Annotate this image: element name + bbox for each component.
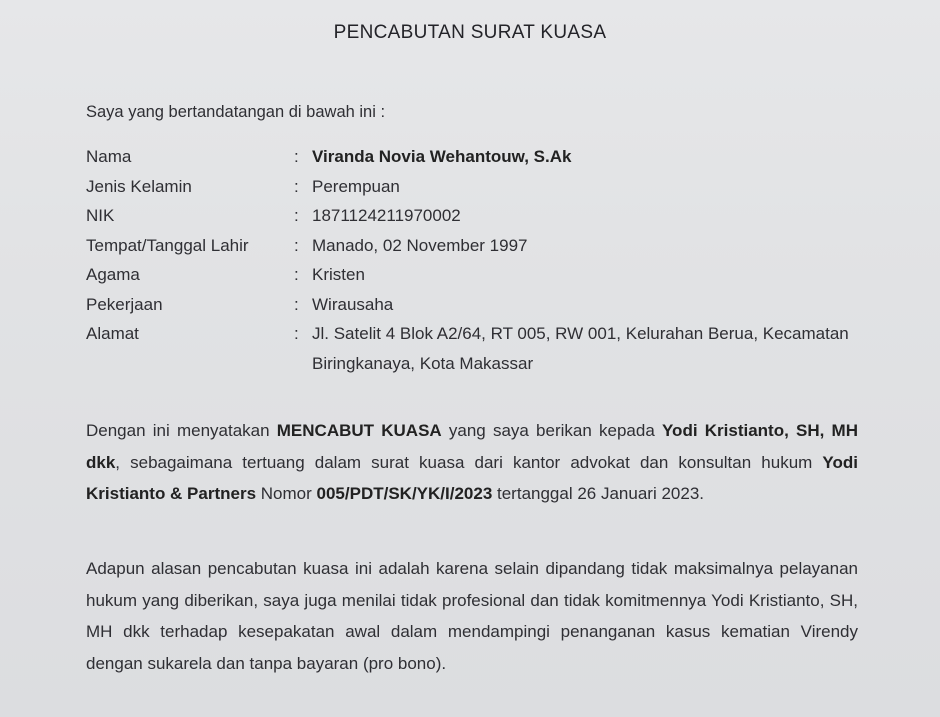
field-value: Viranda Novia Wehantouw, S.Ak — [312, 147, 572, 166]
paragraph-bold-text: MENCABUT KUASA — [276, 421, 442, 440]
paragraph-bold-text: Yodi Kristianto & Partners — [86, 452, 858, 503]
field-colon: : — [294, 324, 299, 343]
field-label: Jenis Kelamin — [86, 176, 192, 196]
paragraph-text: yang saya berikan kepada — [441, 421, 662, 440]
paragraph-text: Nomor — [256, 484, 317, 503]
field-nik — [86, 201, 886, 231]
paragraph-statement — [86, 415, 858, 510]
field-value: Kristen — [312, 265, 365, 284]
field-label: Nama — [86, 147, 132, 166]
field-nama — [86, 142, 886, 172]
field-colon: : — [294, 235, 299, 255]
field-label: Agama — [86, 265, 140, 284]
field-jenis-kelamin — [86, 172, 886, 202]
field-value: Perempuan — [312, 176, 400, 196]
field-value: Manado, 02 November 1997 — [312, 235, 528, 255]
field-label: Tempat/Tanggal Lahir — [86, 235, 249, 255]
paragraph-text: , sebagaimana tertuang dalam surat kuasa dari kantor advokat dan konsultan hukum — [115, 452, 823, 472]
paragraph-reason: Adapun alasan pencabutan kuasa ini adalah karena selain dipandang tidak maksimalnya pelayanan hukum yang diberikan, saya juga menilai tidak profesional dan tidak komitmennya Yodi Kristianto, SH, MH dkk terhadap kesepakatan awal dalam mendampingi penanganan kasus kematian Virendy dengan sukarela dan tanpa bayaran (pro bono). — [86, 559, 858, 673]
field-value: Jl. Satelit 4 Blok A2/64, RT 005, RW 001, Kelurahan Berua, Kecamatan Biringkanaya, Kota Makassar — [312, 324, 849, 373]
field-label: Pekerjaan — [86, 294, 163, 314]
paragraph-bold-text: Yodi Kristianto, SH, MH dkk — [86, 421, 858, 472]
identity-fields — [86, 142, 886, 378]
field-colon: : — [294, 294, 299, 314]
field-agama — [86, 260, 886, 290]
field-colon: : — [294, 265, 299, 284]
field-label: Alamat — [86, 324, 139, 343]
field-colon: : — [294, 147, 299, 166]
paragraph-bold-text: 005/PDT/SK/YK/I/2023 — [316, 484, 493, 503]
field-pekerjaan — [86, 290, 886, 320]
field-value: 1871124211970002 — [312, 206, 461, 225]
document-title: PENCABUTAN SURAT KUASA — [333, 22, 607, 43]
field-label: NIK — [86, 206, 115, 225]
field-value: Wirausaha — [312, 294, 394, 314]
paragraph-text: tertanggal 26 Januari 2023. — [492, 484, 704, 503]
intro-text: Saya yang bertandatangan di bawah ini : — [86, 103, 386, 121]
field-colon: : — [294, 176, 299, 196]
field-alamat — [86, 319, 886, 378]
field-colon: : — [294, 206, 299, 225]
paragraph-text: Dengan ini menyatakan — [86, 421, 277, 440]
field-tempat-tanggal-lahir — [86, 231, 886, 261]
